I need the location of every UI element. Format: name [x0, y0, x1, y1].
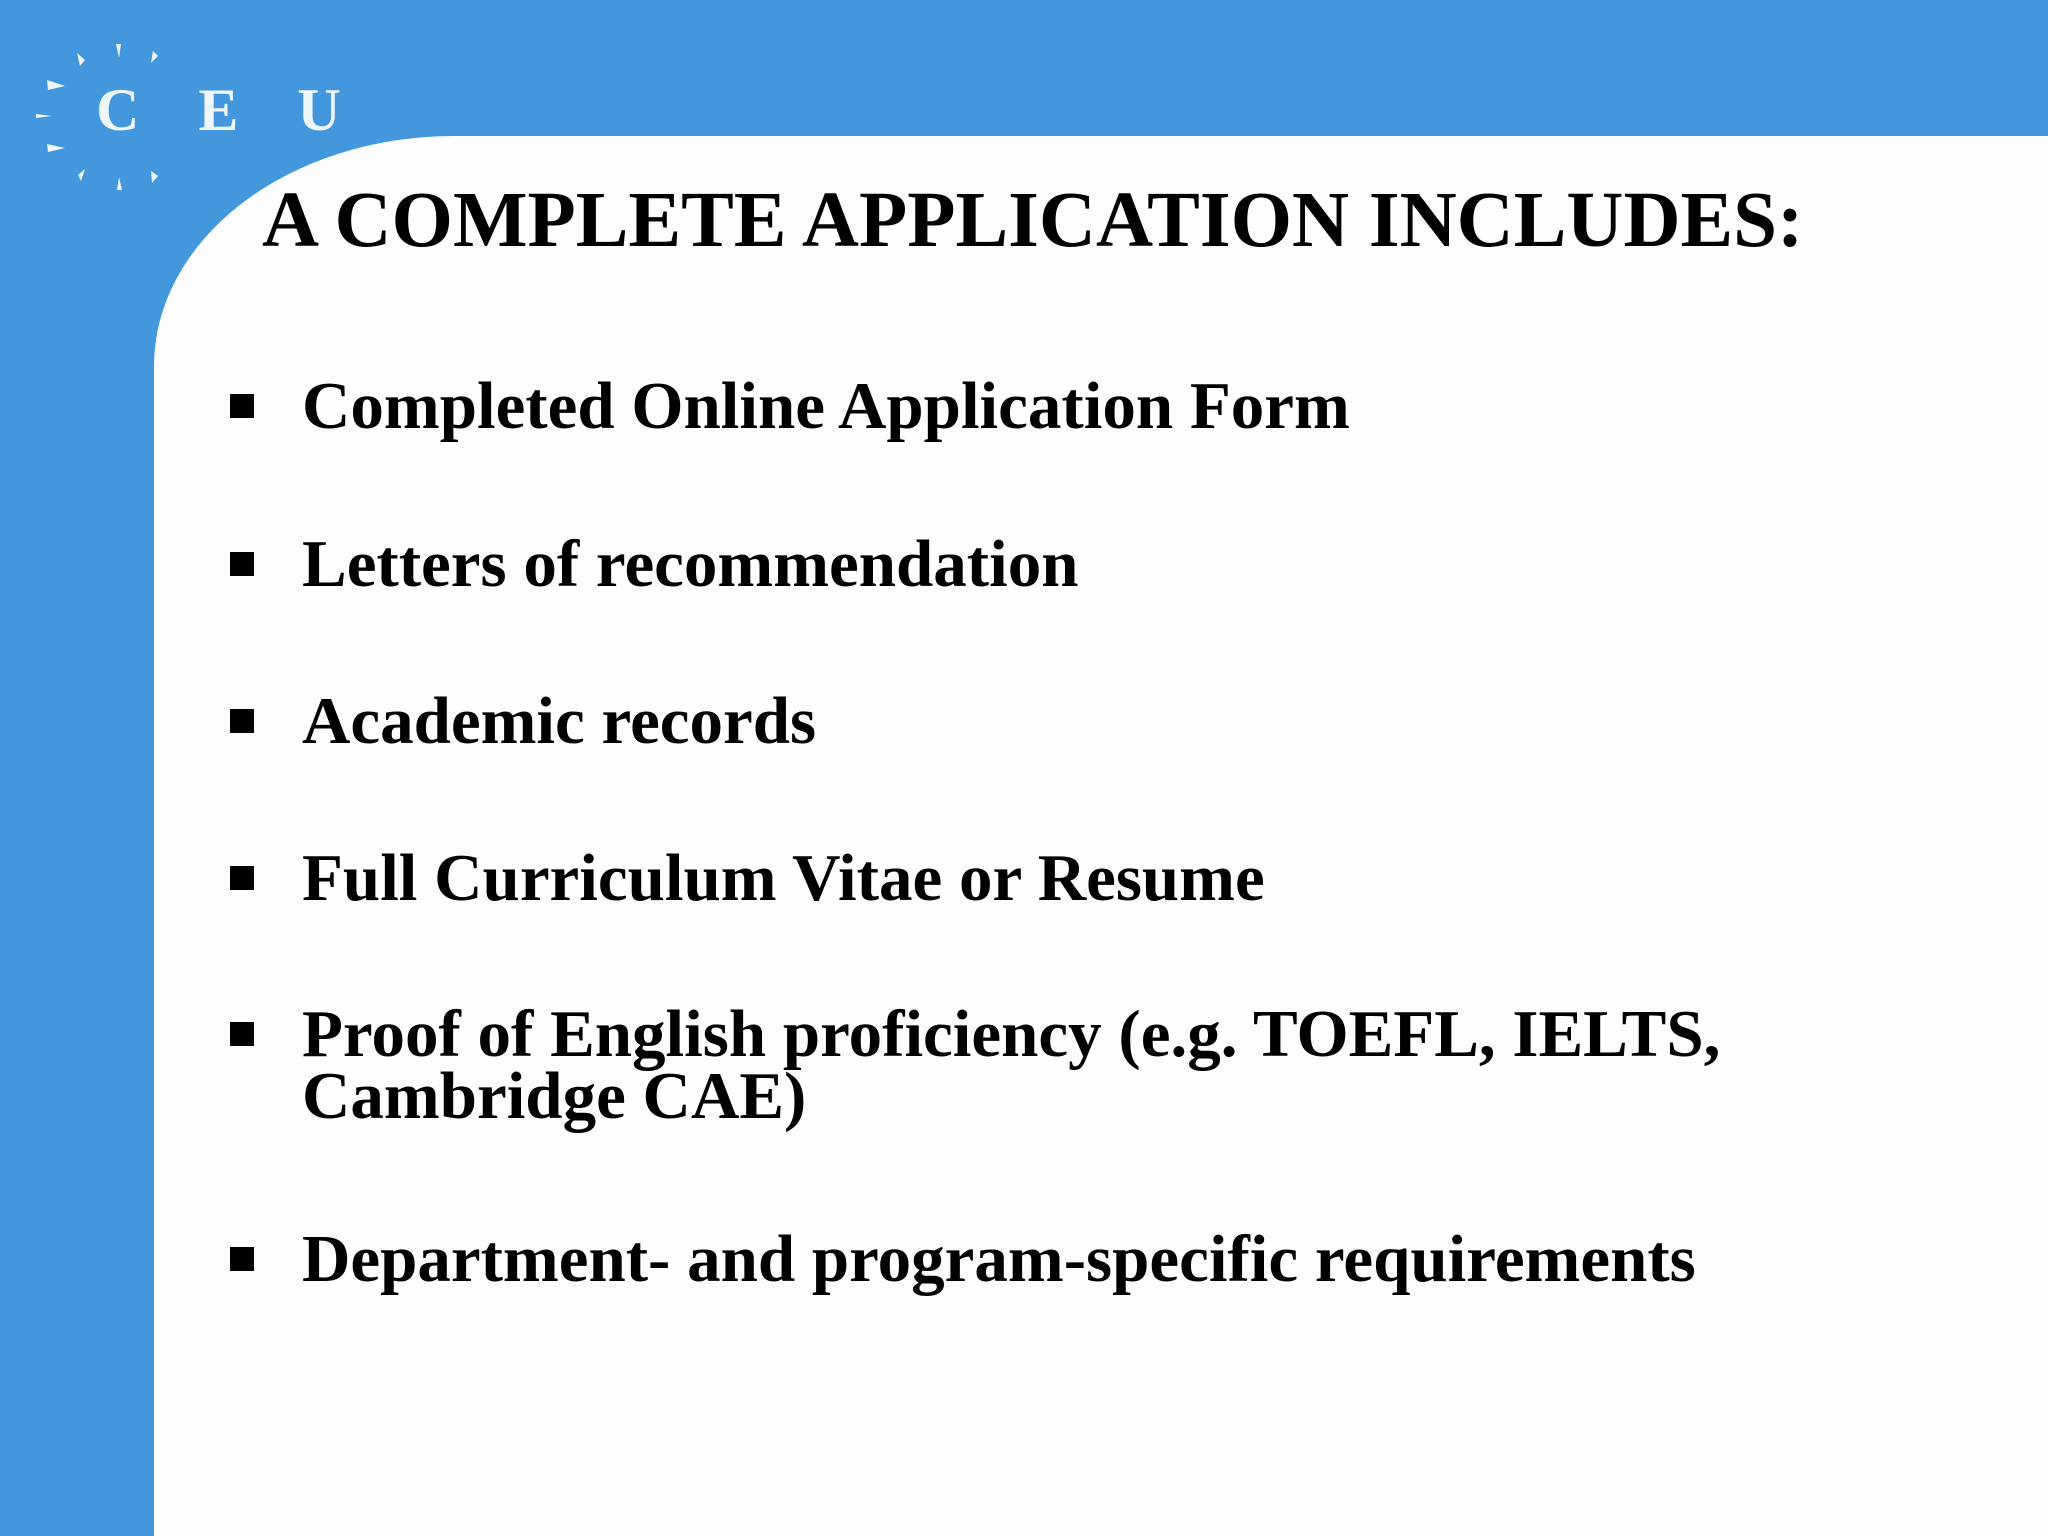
slide-title: A COMPLETE APPLICATION INCLUDES:	[262, 177, 1804, 264]
bullet-square-icon	[230, 866, 254, 890]
bullet-square-icon	[230, 709, 254, 733]
bullet-text: Full Curriculum Vitae or Resume	[302, 841, 1265, 915]
bullet-text: Proof of English proficiency (e.g. TOEFL, IELTS,	[302, 997, 1721, 1071]
bullet-square-icon	[230, 552, 254, 576]
bullet-square-icon	[230, 394, 254, 418]
bullet-square-icon	[230, 1022, 254, 1046]
bullet-square-icon	[230, 1247, 254, 1271]
bullet-text: Academic records	[302, 684, 817, 758]
bullet-text-continuation: Cambridge CAE)	[302, 1059, 807, 1133]
bullet-text: Department- and program-specific requirements	[302, 1222, 1696, 1296]
bullet-text: Completed Online Application Form	[302, 369, 1350, 443]
logo-text: C E U	[96, 77, 363, 143]
content-panel	[154, 136, 2048, 1536]
bullet-text: Letters of recommendation	[302, 527, 1079, 601]
